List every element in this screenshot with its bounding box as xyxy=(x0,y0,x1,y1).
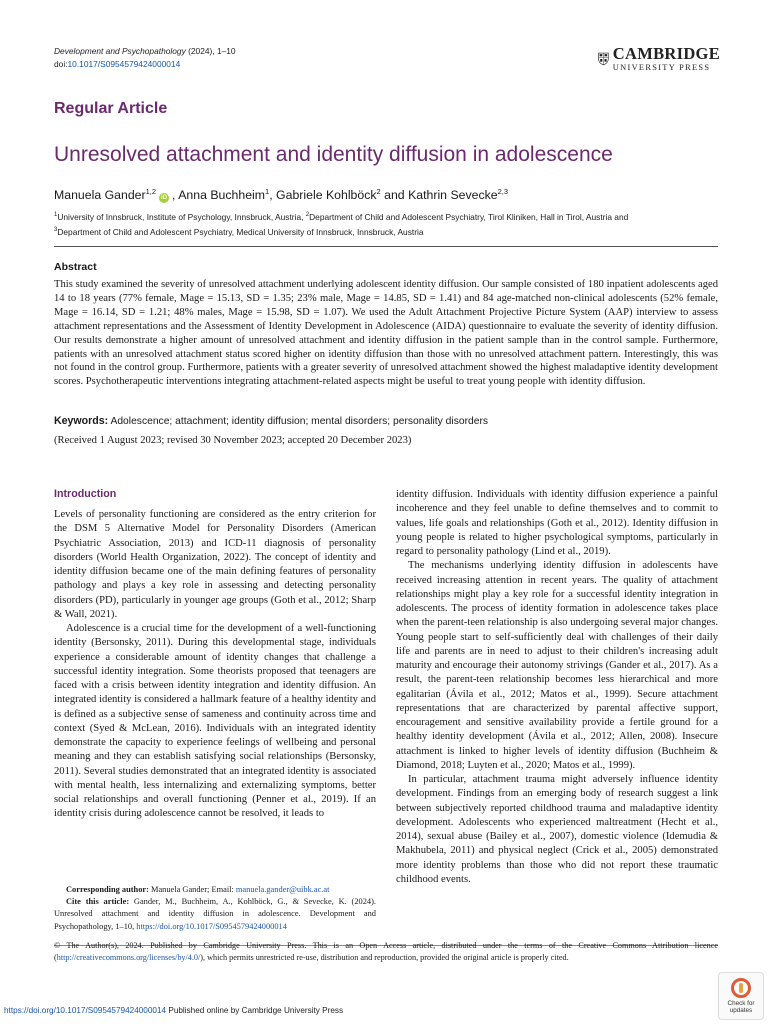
publisher-logo xyxy=(598,44,720,74)
author-separator: , xyxy=(172,188,179,203)
affil-text: Department of Child and Adolescent Psychiatry, Medical University of Innsbruck, Innsbruck, Austria xyxy=(57,226,424,237)
header-divider xyxy=(54,246,718,247)
license-tail: ), which permits unrestricted re-use, distribution and reproduction, provided the original article is properly cited. xyxy=(200,953,569,963)
paragraph: Levels of personality functioning are considered as the entry criterion for the DSM 5 Alternative Model for Personality Disorders (American Psychiatric Association, 2013) and ICD-11 diagnosis of personality disorders (World Health Organization, 2022). The concept of identity and identity diffusion became one of the main defining features of personality pathology and plays a key role in assessing and detecting personality disorders (PD), particularly in younger age groups (Goth et al., 2012; Sharp & Wall, 2021). xyxy=(54,509,376,620)
left-column xyxy=(54,488,376,822)
license-link[interactable]: http://creativecommons.org/licenses/by/4.0/ xyxy=(56,953,201,963)
cambridge-shield-icon xyxy=(598,47,609,71)
author-name: Manuela Gander xyxy=(54,188,146,203)
author-affil-sup: 1,2 xyxy=(145,187,157,196)
author-name: Gabriele Kohlböck xyxy=(276,188,377,203)
affil-sup: 1 xyxy=(54,212,58,218)
keywords xyxy=(54,415,718,427)
author-affil-sup: 1 xyxy=(265,187,270,196)
author-list xyxy=(54,187,508,203)
abstract-text: This study examined the severity of unresolved attachment underlying adolescent identity diffusion. Our sample consisted of 180 inpatient adolescents aged 14 to 18 years (77% female, Mage = 15.13, SD = 1.35; 23% male, Mage = 14.85, SD = 1.41) and 84 age-matched non-clinical adolescents (52% female, Mage = 16.14, SD = 1.21; 48% males, Mage = 15.98, SD = 1.07). We used the Adult Attachment Projective Picture System (AAP) interview to assess attachment representations and the Assessment of Identity Development in Adolescence (AIDA) questionnaire to evaluate the severity of identity diffusion. Our results demonstrate a higher amount of unresolved attachment and identity diffusion in the patient sample than in the control sample. Furthermore, patients with an unresolved attachment status scored higher on identity diffusion than those with no unresolved attachment pattern. Interestingly, this was not found in the control group. Furthermore, patients with a greater severity of unresolved attachment showed the highest maladaptive identity development scores. Psychotherapeutic interventions integrating attachment-related aspects might be useful to treat young people with identity diffusion. xyxy=(54,279,718,388)
footer-published: Published online by Cambridge University Press xyxy=(166,1006,344,1015)
affil-text: University of Innsbruck, Institute of Psychology, Innsbruck, Austria, xyxy=(57,211,306,222)
author-separator: and xyxy=(380,188,409,203)
keywords-label: Keywords: xyxy=(54,415,109,427)
journal-name: Development and Psychopathology xyxy=(54,46,186,56)
corresponding-text: Manuela Gander; Email: xyxy=(148,885,236,894)
author-affil-sup: 2,3 xyxy=(497,187,509,196)
article-title: Unresolved attachment and identity diffusion in adolescence xyxy=(54,143,613,166)
author-separator: , xyxy=(269,188,277,203)
section-heading-introduction: Introduction xyxy=(54,488,117,500)
abstract-heading: Abstract xyxy=(54,261,97,273)
paragraph: identity diffusion. Individuals with identity diffusion experience a painful incoherence and they feel unable to define themselves and to commit to values, life goals and relationships (Goth et al., 2012). Identity diffusion in young people is related to higher psychological symptoms, particularly in regard to personality pathology (Lind et al., 2019). xyxy=(396,489,718,557)
email-link[interactable]: manuela.gander@uibk.ac.at xyxy=(235,885,330,894)
journal-year-pages: (2024), 1–10 xyxy=(185,46,236,56)
received-dates: (Received 1 August 2023; revised 30 November 2023; accepted 20 December 2023) xyxy=(54,435,412,446)
badge-line1: Check for xyxy=(727,1000,755,1007)
paragraph: The mechanisms underlying identity diffusion in adolescents have received increasing attention in recent years. The quality of attachment relationships might play a key role for a successful identity integration in adolescents. The process of identity formation in adolescence takes place when the parent-teen relationship is also undergoing several major changes. Young people start to self-sufficiently deal with challenges of their daily life and parents are in need to adjust to their children's increasing adult maturity and encourage their autonomy strivings (Gander et al., 2017). As a result, the parent-teen relationship becomes less hierarchical and more egalitarian (Ávila et al., 2012; Matos et al., 1999). Secure attachment representations that are characterized by parental affective support, encouragement and sensitive availability provide a fertile ground for a healthy identity development (Ávila et al., 2012; Allen, 2008). Insecure attachment is linked to higher levels of identity diffusion (Buchheim & Diamond, 2018; Luyten et al., 2020; Matos et al., 1999). xyxy=(396,560,718,771)
publisher-line1: CAMBRIDGE xyxy=(612,44,720,64)
paragraph: Adolescence is a crucial time for the development of a well-functioning identity (Bersonsky, 2011). During this developmental stage, individuals experience a considerable amount of identity changes that challenge a successful identity integration. Some theorists proposed that teenagers are faced with a crisis between identity integration and identity diffusion. An integrated identity is considered a hallmark feature of a healthy identity and is defined as a subjective sense of sameness and continuity across time and context (Syed & McLean, 2016). Individuals with an integrated identity demonstrate the capacity to experience feelings of wellbeing and personal meaning and they can establish satisfying social relationships (Bersonsky, 2011). Several studies demonstrated that an integrated identity is associated with mental health, less internalizing and externalizing symptoms, better social relationships and overall functioning (Penner et al., 2019). If an identity crisis during adolescence cannot be resolved, it leads to xyxy=(54,623,376,820)
author-affil-sup: 2 xyxy=(376,187,381,196)
license-body: © The Author(s), 2024. Published by Cambridge University Press. This is an Open Access article, distributed under the terms of the Creative Commons Attribution licence ( xyxy=(54,941,718,963)
author-name: Kathrin Sevecke xyxy=(408,188,498,203)
corresponding-label: Corresponding author: xyxy=(66,885,149,894)
journal-header xyxy=(54,45,236,70)
cite-text: Gander, M., Buchheim, A., Kohlböck, G., & Sevecke, K. (2024). Unresolved attachment and identity diffusion in adolescence. Development and Psychopathology, 1–10, xyxy=(54,897,376,931)
doi-prefix: doi: xyxy=(54,58,68,69)
author-name: Anna Buchheim xyxy=(178,188,266,203)
affiliations xyxy=(54,209,719,239)
check-for-updates-button[interactable] xyxy=(718,972,764,1020)
affil-text: Department of Child and Adolescent Psychiatry, Tirol Kliniken, Hall in Tirol, Austria and xyxy=(309,211,629,222)
affil-sup: 3 xyxy=(54,226,58,233)
license-text xyxy=(54,940,718,964)
article-type: Regular Article xyxy=(54,100,168,117)
paragraph: In particular, attachment trauma might adversely influence identity development. Findings from an emerging body of research suggest a link between subjectively reported childhood trauma and maladaptive identity development. Adolescents who experienced maltreatment (Hecht et al., 2014), sexual abuse (Bailey et al., 2007), domestic violence (Idemudia & Makhubela, 2011) and physical neglect (Crick et al., 2005) demonstrated more identity problems than those who did not report these traumatic childhood events. xyxy=(396,774,718,885)
doi-link[interactable]: 10.1017/S0954579424000014 xyxy=(67,58,181,69)
page-footer xyxy=(4,1006,343,1015)
publisher-line2: UNIVERSITY PRESS xyxy=(612,62,711,72)
correspondence-block xyxy=(54,884,376,933)
affil-sup: 2 xyxy=(305,212,310,218)
keywords-text: Adolescence; attachment; identity diffusion; mental disorders; personality disorders xyxy=(108,416,489,427)
cite-doi-link[interactable]: https://doi.org/10.1017/S0954579424000014 xyxy=(136,921,287,931)
cite-label: Cite this article: xyxy=(66,897,130,907)
right-column xyxy=(396,488,718,887)
orcid-icon[interactable]: iD xyxy=(161,195,168,202)
check-updates-icon xyxy=(731,978,751,998)
footer-doi-link[interactable]: https://doi.org/10.1017/S0954579424000014 xyxy=(4,1006,167,1015)
badge-line2: updates xyxy=(729,1007,753,1014)
